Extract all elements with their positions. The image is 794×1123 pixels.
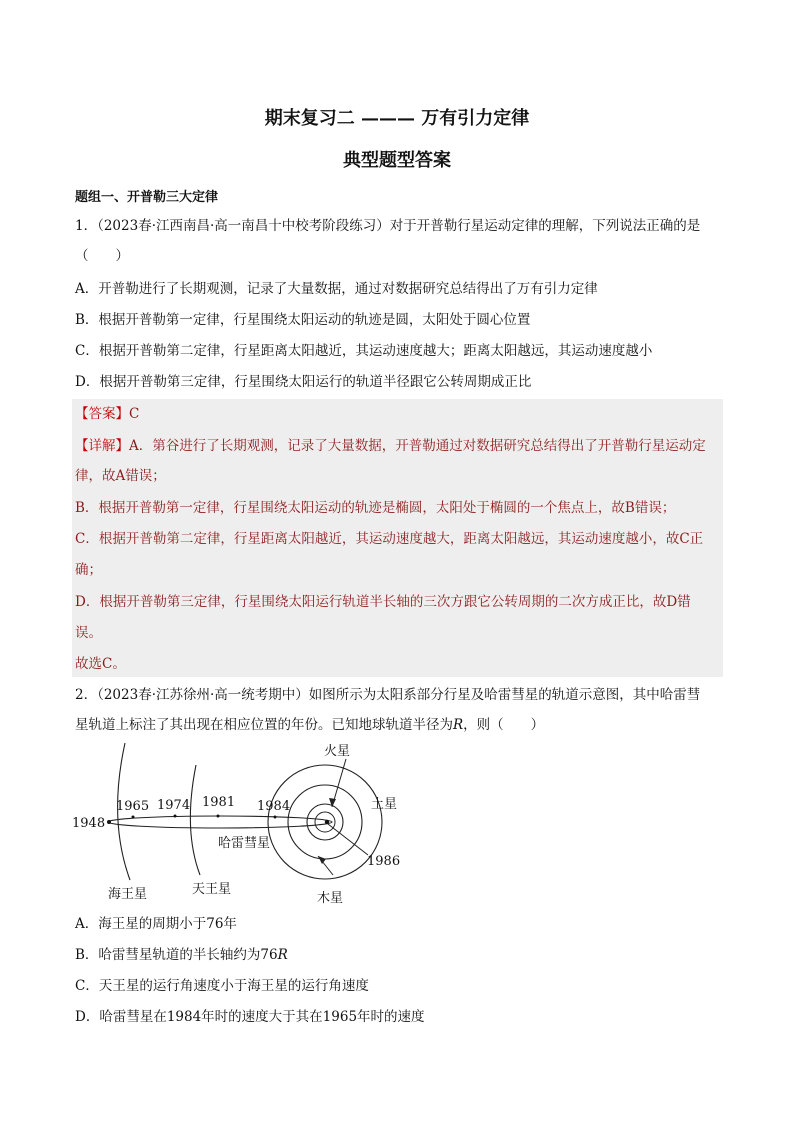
uranus-label: 天王星 — [192, 882, 232, 897]
q1-detail-c: C．根据开普勒第二定律，行星距离太阳越近，其运动速度越大，距离太阳越远，其运动速度越小，故C正 — [75, 531, 704, 547]
halley-orbit — [108, 816, 332, 828]
var-r: R — [453, 717, 464, 733]
q1-conclusion: 故选C。 — [75, 656, 126, 672]
q1-detail-d: D．根据开普勒第三定律，行星围绕太阳运行轨道半长轴的三次方跟它公转周期的二次方成正比，故D错 — [75, 594, 691, 610]
year-1965: 1965 — [116, 799, 150, 814]
q1-detail-c-cont: 确； — [75, 562, 102, 578]
q1-detail-a-cont: 律，故A错误； — [75, 468, 166, 484]
answer-value: C — [129, 406, 140, 422]
section-heading: 题组一、开普勒三大定律 — [75, 190, 219, 205]
year-1974: 1974 — [157, 798, 191, 813]
sun — [325, 820, 329, 824]
q1-stem-bracket: （ ） — [75, 248, 129, 264]
orbit-diagram — [68, 735, 428, 910]
saturn-label: 土星 — [371, 797, 398, 812]
page-subtitle: 典型题型答案 — [343, 150, 451, 171]
jupiter-arrowhead — [318, 856, 326, 864]
halley-label: 哈雷彗星 — [218, 836, 271, 851]
q2-option-a: A．海王星的周期小于76年 — [75, 916, 237, 932]
q1-option-a: A．开普勒进行了长期观测，记录了大量数据，通过对数据研究总结得出了万有引力定律 — [75, 281, 598, 297]
year-1948: 1948 — [72, 816, 106, 831]
halley-point-1981 — [217, 815, 220, 818]
var-r-option: R — [277, 947, 288, 963]
q1-option-c: C．根据开普勒第二定律，行星距离太阳越近，其运动速度越大；距离太阳越远，其运动速度越小 — [75, 343, 653, 359]
mars-label: 火星 — [324, 744, 351, 759]
q1-detail-a — [75, 437, 725, 455]
q1-stem: 1．（2023春·江西南昌·高一南昌十中校考阶段练习）对于开普勒行星运动定律的理解，下列说法正确的是 — [75, 218, 701, 234]
q1-answer — [75, 405, 725, 423]
halley-point-1948 — [107, 820, 111, 824]
halley-point-1974 — [174, 815, 177, 818]
page-title: 期末复习二 ——— 万有引力定律 — [264, 108, 530, 129]
uranus-orbit — [190, 765, 200, 875]
jupiter-label: 木星 — [317, 891, 344, 906]
halley-point-1984 — [274, 816, 277, 819]
year-1986: 1986 — [367, 854, 401, 869]
q2-stem: 2．（2023春·江苏徐州·高一统考期中）如图所示为太阳系部分行星及哈雷彗星的轨道示意图，其中哈雷彗 — [75, 687, 701, 703]
neptune-label: 海王星 — [108, 887, 148, 902]
q1-option-d: D．根据开普勒第三定律，行星围绕太阳运行的轨道半径跟它公转周期成正比 — [75, 374, 532, 390]
q1-detail-d-cont: 误。 — [75, 625, 102, 641]
year-1981: 1981 — [202, 795, 236, 810]
q1-detail-b: B．根据开普勒第一定律，行星围绕太阳运动的轨迹是椭圆，太阳处于椭圆的一个焦点上，故B错误； — [75, 500, 676, 516]
mars-arrowhead — [329, 798, 336, 807]
year-1984: 1984 — [257, 799, 291, 814]
halley-point-1965 — [132, 816, 135, 819]
q1-option-b: B．根据开普勒第一定律，行星围绕太阳运动的轨迹是圆，太阳处于圆心位置 — [75, 312, 531, 328]
detail-a-text: A．第谷进行了长期观测，记录了大量数据，开普勒通过对数据研究总结得出了开普勒行星运动定 — [129, 438, 706, 454]
detail-tag: 【详解】 — [75, 438, 129, 454]
q2-option-b: B．哈雷彗星轨道的半长轴约为76R — [75, 947, 288, 963]
answer-tag: 【答案】 — [75, 406, 129, 422]
q2-option-c: C．天王星的运行角速度小于海王星的运行角速度 — [75, 978, 369, 994]
q2-stem-cont: 星轨道上标注了其出现在相应位置的年份。已知地球轨道半径为R，则（ ） — [75, 717, 545, 733]
q2-option-d: D．哈雷彗星在1984年时的速度大于其在1965年时的速度 — [75, 1009, 425, 1025]
